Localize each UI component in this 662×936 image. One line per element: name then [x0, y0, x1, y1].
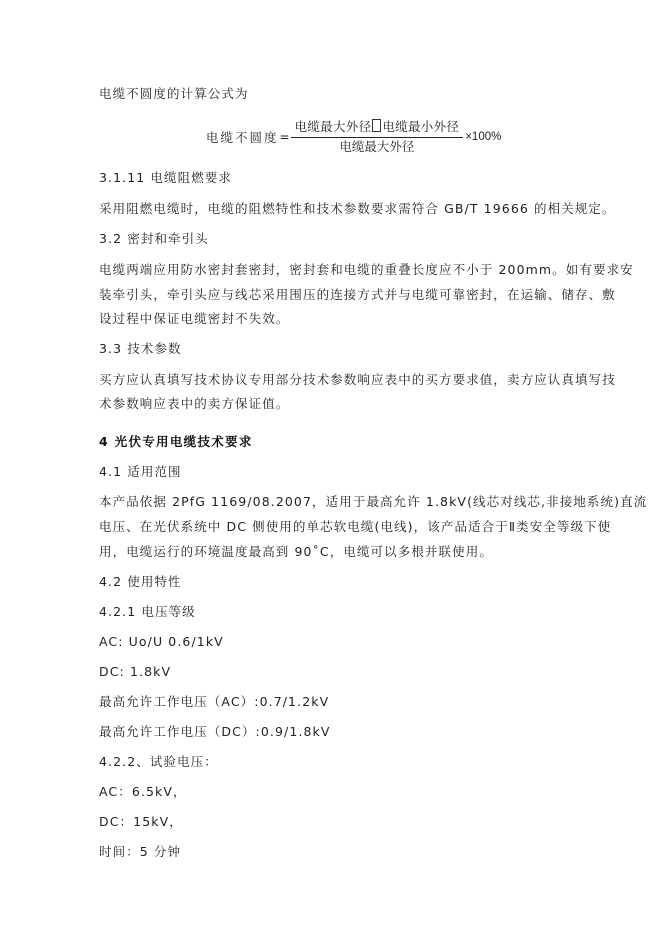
section-4-1-title: 4.1 适用范围 — [99, 464, 182, 479]
ac-voltage-rating: AC: Uo/U 0.6/1kV — [99, 634, 224, 649]
test-voltage-ac: AC：6.5kV， — [99, 784, 187, 799]
formula-equals: = — [279, 130, 290, 144]
section-4-1-body-line-3: 用，电缆运行的环境温度最高到 90˚C，电缆可以多根并联使用。 — [99, 544, 493, 559]
formula-intro: 电缆不圆度的计算公式为 — [99, 86, 249, 101]
section-4-2-2-title: 4.2.2、试验电压： — [99, 754, 218, 769]
dc-voltage-rating: DC: 1.8kV — [99, 664, 172, 679]
section-3-3-body-line-1: 买方应认真填写技术协议专用部分技术参数响应表中的买方要求值，卖方应认真填写技 — [99, 372, 616, 387]
section-3-1-11-title: 3.1.11 电缆阻燃要求 — [99, 170, 233, 185]
section-3-1-11-body: 采用阻燃电缆时，电缆的阻燃特性和技术参数要求需符合 GB/T 19666 的相关规定。 — [99, 201, 616, 216]
section-3-2-body-line-1: 电缆两端应用防水密封套密封，密封套和电缆的重叠长度应不小于 200mm。如有要求安 — [99, 262, 634, 277]
formula-lhs: 电缆不圆度 — [206, 130, 279, 145]
formula-fraction — [291, 119, 464, 155]
formula-denominator: 电缆最大外径 — [339, 140, 415, 154]
section-4-2-1-title: 4.2.1 电压等级 — [99, 604, 196, 619]
section-4-1-body-line-1: 本产品依据 2PfG 1169/08.2007，适用于最高允许 1.8kV(线芯对线芯,非接地系统)直流 — [99, 494, 648, 509]
missing-minus-glyph-icon — [372, 119, 381, 132]
section-3-3-title: 3.3 技术参数 — [99, 341, 182, 356]
max-dc-working-voltage: 最高允许工作电压（DC）:0.9/1.8kV — [99, 724, 331, 739]
formula-numerator — [291, 119, 464, 138]
numerator-right: 电缆最小外径 — [382, 120, 460, 134]
numerator-left: 电缆最大外径 — [294, 120, 372, 134]
section-4-1-body-line-2: 电压、在光伏系统中 DC 侧使用的单芯软电缆(电线)，该产品适合于Ⅱ类安全等级下使 — [99, 519, 612, 534]
formula-multiplier: ×100% — [465, 131, 502, 143]
out-of-roundness-formula — [206, 116, 501, 158]
max-ac-working-voltage: 最高允许工作电压（AC）:0.7/1.2kV — [99, 694, 330, 709]
section-4-2-title: 4.2 使用特性 — [99, 574, 182, 589]
test-duration: 时间：5 分钟 — [99, 844, 182, 859]
test-voltage-dc: DC：15kV， — [99, 814, 183, 829]
section-3-2-body-line-3: 设过程中保证电缆密封不失效。 — [99, 311, 290, 326]
section-3-3-body-line-2: 术参数响应表中的卖方保证值。 — [99, 396, 290, 411]
section-3-2-body-line-2: 装牵引头，牵引头应与线芯采用围压的连接方式并与电缆可靠密封，在运输、储存、敷 — [99, 287, 616, 302]
section-4-title: 4 光伏专用电缆技术要求 — [99, 434, 253, 449]
section-3-2-title: 3.2 密封和牵引头 — [99, 231, 209, 246]
